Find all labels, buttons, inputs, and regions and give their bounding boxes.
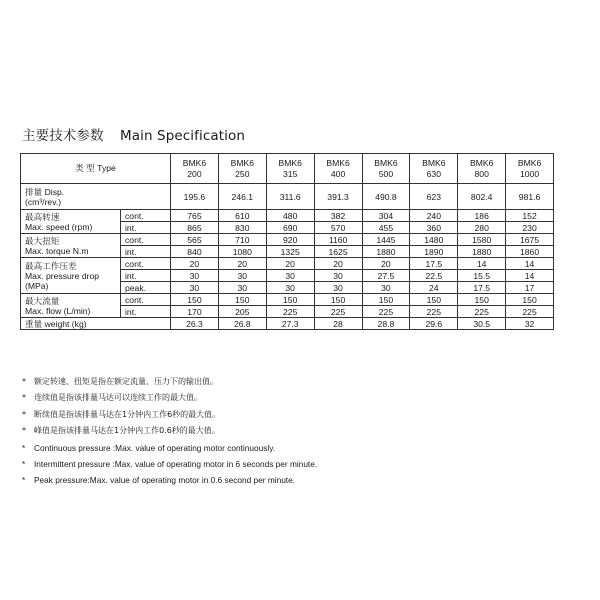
footnote-text: Peak pressure:Max. value of operating motor in 0.6 second per minute.: [34, 475, 296, 486]
weight-value: 26.3: [171, 318, 219, 330]
speed-value: 360: [410, 222, 458, 234]
pressure-value: 30: [171, 270, 219, 282]
torque-value: 1860: [506, 246, 554, 258]
speed-sub-label: int.: [121, 222, 171, 234]
pressure-value: 30: [314, 270, 362, 282]
torque-value: 1625: [314, 246, 362, 258]
pressure-value: 14: [506, 258, 554, 270]
model-header: [506, 154, 554, 184]
model-header: [362, 154, 410, 184]
torque-value: 1890: [410, 246, 458, 258]
torque-sub-label: int.: [121, 246, 171, 258]
pressure-value: 17.5: [458, 282, 506, 294]
speed-value: 830: [218, 222, 266, 234]
pressure-value: 30: [362, 282, 410, 294]
footnotes: [22, 374, 582, 489]
flow-value: 225: [362, 306, 410, 318]
torque-value: 710: [218, 234, 266, 246]
footnote-asterisk: *: [22, 442, 26, 453]
pressure-value: 30: [171, 282, 219, 294]
flow-value: 225: [266, 306, 314, 318]
torque-value: 1675: [506, 234, 554, 246]
footnote-line: [22, 423, 582, 439]
model-series: BMK6: [278, 157, 302, 168]
disp-value: 490.8: [362, 184, 410, 210]
model-size: 800: [474, 168, 489, 179]
footnote-line: [22, 407, 582, 423]
title-english: Main Specification: [120, 128, 246, 144]
pressure-label2: Max. pressure drop: [25, 270, 100, 281]
model-series: BMK6: [517, 157, 542, 168]
table-row: [21, 234, 554, 246]
torque-value: 1880: [362, 246, 410, 258]
pressure-value: 30: [266, 282, 314, 294]
model-series: BMK6: [182, 157, 207, 168]
flow-value: 150: [506, 294, 554, 306]
footnote-text: 额定转速、扭矩是指在额定流量、压力下的输出值。: [34, 377, 218, 386]
speed-label1: 最高转速: [25, 211, 60, 222]
flow-value: 150: [362, 294, 410, 306]
speed-value: 240: [410, 210, 458, 222]
weight-value: 28.8: [362, 318, 410, 330]
speed-value: 690: [266, 222, 314, 234]
torque-label: [21, 234, 121, 258]
pressure-value: 14: [506, 270, 554, 282]
model-size: 630: [426, 168, 441, 179]
table-header-row: [21, 154, 554, 184]
model-size: 315: [283, 168, 298, 179]
torque-label2: Max. torque N.m: [25, 245, 89, 256]
pressure-value: 20: [362, 258, 410, 270]
table-row: [21, 294, 554, 306]
torque-value: 840: [171, 246, 219, 258]
footnote-asterisk: *: [22, 409, 26, 419]
model-series: BMK6: [230, 157, 255, 168]
pressure-label1: 最高工作压差: [25, 260, 77, 271]
disp-label-1: 排量 Disp.: [25, 186, 65, 197]
model-series: BMK6: [374, 157, 398, 168]
torque-value: 565: [171, 234, 219, 246]
model-size: 200: [187, 168, 202, 179]
table-row: [21, 210, 554, 222]
pressure-label3: (MPa): [25, 280, 49, 291]
pressure-sub-label: int.: [121, 270, 171, 282]
flow-value: 225: [506, 306, 554, 318]
model-header: [458, 154, 506, 184]
flow-value: 150: [218, 294, 266, 306]
title-chinese: 主要技术参数: [22, 128, 104, 144]
footnote-text: 连续值是指该排量马达可以连续工作的最大值。: [34, 393, 202, 403]
footnote-asterisk: *: [22, 426, 26, 436]
weight-value: 28: [314, 318, 362, 330]
speed-value: 865: [171, 222, 219, 234]
page-title: [22, 124, 245, 144]
footnote-text: 峰值是指该排量马达在1分钟内工作0.6秒的最大值。: [34, 426, 220, 436]
flow-label2: Max. flow (L/min): [25, 305, 91, 316]
torque-value: 1325: [266, 246, 314, 258]
model-series: BMK6: [326, 157, 350, 168]
flow-label1: 最大流量: [25, 295, 60, 306]
weight-value: 29.6: [410, 318, 458, 330]
pressure-label: [21, 258, 121, 294]
pressure-value: 30: [218, 282, 266, 294]
flow-sub-label: cont.: [121, 294, 171, 306]
torque-value: 1080: [218, 246, 266, 258]
footnote-asterisk: *: [22, 393, 26, 403]
pressure-value: 27.5: [362, 270, 410, 282]
disp-value: 246.1: [218, 184, 266, 210]
pressure-value: 20: [171, 258, 219, 270]
torque-value: 1160: [314, 234, 362, 246]
weight-value: 27.3: [266, 318, 314, 330]
speed-value: 610: [218, 210, 266, 222]
disp-value: 802.4: [458, 184, 506, 210]
torque-value: 1580: [458, 234, 506, 246]
speed-sub-label: cont.: [121, 210, 171, 222]
flow-value: 150: [458, 294, 506, 306]
flow-sub-label: int.: [121, 306, 171, 318]
disp-value: 311.6: [266, 184, 314, 210]
pressure-value: 30: [314, 282, 362, 294]
model-header: [410, 154, 458, 184]
table-row: [21, 258, 554, 270]
model-header: [218, 154, 266, 184]
speed-value: 186: [458, 210, 506, 222]
torque-label1: 最大扭矩: [25, 235, 60, 246]
pressure-value: 14: [458, 258, 506, 270]
speed-value: 304: [362, 210, 410, 222]
speed-value: 230: [506, 222, 554, 234]
model-size: 250: [235, 168, 250, 179]
footnote-asterisk: *: [22, 475, 26, 486]
disp-value: 623: [410, 184, 458, 210]
disp-value: 195.6: [171, 184, 219, 210]
flow-value: 205: [218, 306, 266, 318]
weight-value: 26.8: [218, 318, 266, 330]
flow-value: 150: [410, 294, 458, 306]
type-label: 类 型 Type: [21, 154, 171, 184]
flow-value: 150: [314, 294, 362, 306]
torque-sub-label: cont.: [121, 234, 171, 246]
footnote-asterisk: *: [22, 459, 26, 470]
flow-value: 225: [410, 306, 458, 318]
flow-value: 150: [171, 294, 219, 306]
pressure-value: 17: [506, 282, 554, 294]
model-size: 500: [378, 168, 394, 179]
pressure-sub-label: cont.: [121, 258, 171, 270]
spec-table: [20, 153, 554, 330]
pressure-value: 20: [266, 258, 314, 270]
weight-label: 重量 weight (kg): [21, 318, 171, 330]
model-series: BMK6: [469, 157, 494, 168]
footnote-line: [22, 390, 582, 406]
footnote-line: [22, 456, 582, 472]
weight-value: 30.5: [458, 318, 506, 330]
pressure-value: 20: [314, 258, 362, 270]
footnote-line: [22, 440, 582, 456]
speed-value: 765: [171, 210, 219, 222]
flow-value: 170: [171, 306, 219, 318]
flow-value: 225: [458, 306, 506, 318]
disp-value: 981.6: [506, 184, 554, 210]
flow-value: 150: [266, 294, 314, 306]
pressure-value: 24: [410, 282, 458, 294]
torque-value: 1480: [410, 234, 458, 246]
table-row: [21, 184, 554, 210]
speed-value: 455: [362, 222, 410, 234]
table-row: [21, 318, 554, 330]
footnote-text: 断续值是指该排量马达在1分钟内工作6秒的最大值。: [34, 409, 221, 419]
pressure-value: 20: [218, 258, 266, 270]
speed-value: 152: [506, 210, 554, 222]
torque-value: 1880: [458, 246, 506, 258]
weight-value: 32: [506, 318, 554, 330]
speed-label2: Max. speed (rpm): [25, 221, 93, 232]
speed-value: 382: [314, 210, 362, 222]
pressure-value: 30: [218, 270, 266, 282]
disp-label: [21, 184, 171, 210]
disp-label-2: (cm³/rev.): [25, 196, 62, 207]
model-header: [171, 154, 219, 184]
flow-label: [21, 294, 121, 318]
speed-value: 280: [458, 222, 506, 234]
torque-value: 1445: [362, 234, 410, 246]
footnote-line: [22, 374, 582, 390]
pressure-value: 22.5: [410, 270, 458, 282]
model-header: [266, 154, 314, 184]
pressure-value: 30: [266, 270, 314, 282]
flow-value: 225: [314, 306, 362, 318]
torque-value: 920: [266, 234, 314, 246]
model-size: 400: [330, 168, 346, 179]
pressure-value: 17.5: [410, 258, 458, 270]
speed-value: 570: [314, 222, 362, 234]
model-series: BMK6: [422, 157, 446, 168]
model-size: 1000: [520, 168, 540, 179]
speed-label: [21, 210, 121, 234]
disp-value: 391.3: [314, 184, 362, 210]
footnote-asterisk: *: [22, 377, 26, 386]
pressure-sub-label: peak.: [121, 282, 171, 294]
footnote-line: [22, 472, 582, 488]
footnote-text: Intermittent pressure :Max. value of operating motor in 6 seconds per minute.: [34, 459, 318, 470]
speed-value: 480: [266, 210, 314, 222]
pressure-value: 15.5: [458, 270, 506, 282]
footnote-text: Continuous pressure :Max. value of operating motor continuously.: [34, 442, 276, 453]
model-header: [314, 154, 362, 184]
